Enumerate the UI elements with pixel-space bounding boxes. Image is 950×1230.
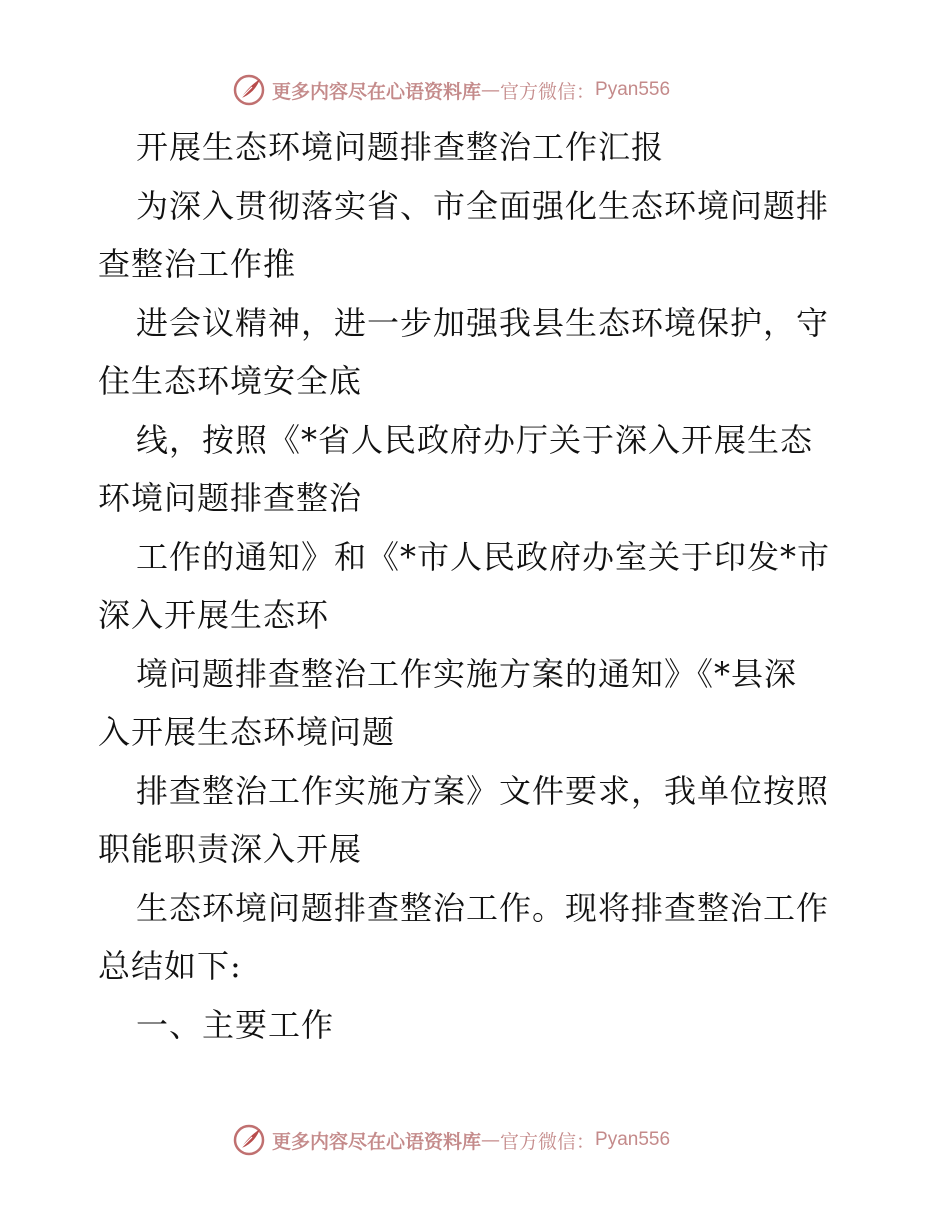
watermark-wechat-id: Pyan556 [595,79,671,100]
body-line: 线，按照《*省人民政府办厅关于深入开展生态 [136,420,814,459]
watermark-main-text: 更多内容尽在心语资料库 [272,80,482,103]
document-body [98,118,858,1054]
footer-watermark [232,1120,670,1160]
feather-pen-logo-icon [232,1123,266,1157]
body-line: 排查整治工作实施方案》文件要求，我单位按照 [136,771,830,810]
watermark-dash: — [481,1129,501,1151]
body-line: 环境问题排查整治 [98,479,363,517]
body-line: 入开展生态环境问题 [98,713,396,751]
feather-pen-logo-icon [232,73,266,107]
watermark-sub-text: 官方微信： [500,1130,596,1153]
body-line: 为深入贯彻落实省、市全面强化生态环境问题排 [136,186,830,225]
body-line: 深入开展生态环 [98,596,330,634]
watermark-sub-text: 官方微信： [500,80,596,103]
watermark-dash: — [481,79,501,101]
body-line: 住生态环境安全底 [98,362,363,400]
header-watermark [232,70,670,110]
body-line: 总结如下: [98,947,242,985]
watermark-main-text: 更多内容尽在心语资料库 [272,1130,482,1153]
body-line: 进会议精神，进一步加强我县生态环境保护，守 [136,303,830,342]
document-title: 开展生态环境问题排查整治工作汇报 [136,128,665,166]
body-line: 境问题排查整治工作实施方案的通知》《*县深 [136,654,798,693]
body-line: 职能职责深入开展 [98,830,363,868]
body-line: 一、主要工作 [136,1005,335,1044]
body-line: 查整治工作推 [98,245,297,283]
watermark-wechat-id: Pyan556 [595,1129,671,1150]
body-line: 工作的通知》和《*市人民政府办室关于印发*市 [136,537,831,576]
body-line: 生态环境问题排查整治工作。现将排查整治工作 [136,888,830,927]
